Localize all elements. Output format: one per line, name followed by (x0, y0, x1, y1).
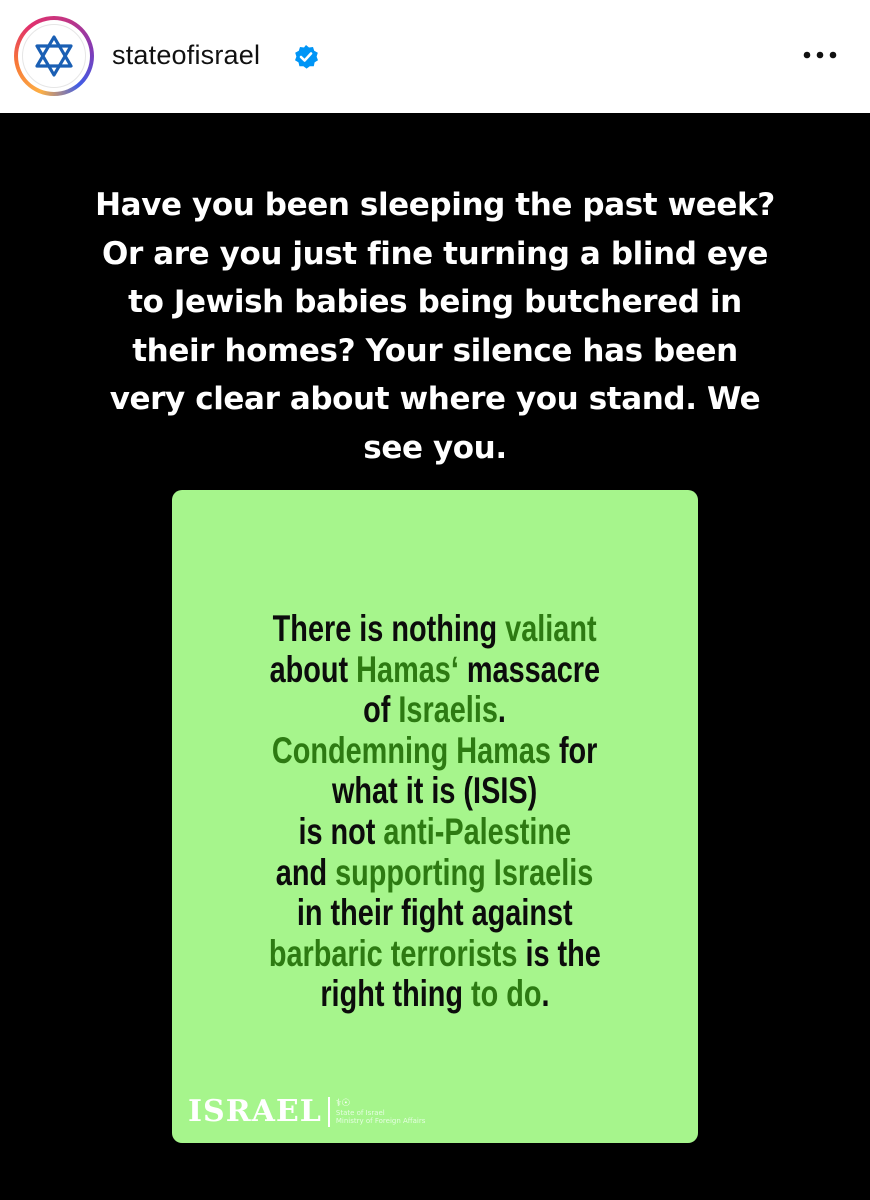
menorah-emblem-icon: ⚕☉ (335, 1098, 351, 1109)
caption-line: see you. (363, 429, 507, 466)
statement-line (172, 974, 698, 1015)
more-options-button[interactable] (800, 40, 840, 70)
statement-text-segment: is not (298, 810, 384, 852)
highlighted-text: barbaric terrorists (268, 932, 518, 974)
caption-line: very clear about where you stand. We (109, 381, 761, 417)
statement-text-segment: . (541, 973, 550, 1015)
post-header (0, 0, 870, 113)
caption-line: their homes? Your silence has been (132, 332, 738, 369)
statement-text-segment: for (551, 729, 598, 771)
statement-line (172, 609, 698, 650)
logo-wordmark: ISRAEL (188, 1094, 322, 1129)
statement-card (172, 490, 698, 1143)
statement-text-segment: . (498, 689, 507, 731)
post-image[interactable] (0, 113, 870, 1200)
statement-text-segment: and (276, 851, 336, 893)
statement-line (172, 934, 698, 975)
statement-text (172, 609, 698, 1015)
statement-text-segment: of (363, 689, 399, 731)
israel-mfa-logo (188, 1092, 425, 1132)
caption-line: to Jewish babies being butchered in (128, 284, 742, 320)
statement-line (172, 731, 698, 772)
highlighted-text: Hamas‘ (356, 648, 460, 690)
statement-text-segment: about (269, 648, 357, 690)
statement-text-segment: is the (517, 932, 602, 974)
highlighted-text: to do (471, 973, 542, 1015)
statement-line (172, 690, 698, 731)
statement-line (172, 853, 698, 894)
statement-line (172, 771, 698, 812)
verified-badge-icon (293, 44, 319, 70)
statement-text-segment: in their fight against (297, 892, 573, 934)
statement-text-segment: what it is (ISIS) (332, 770, 538, 812)
statement-text-segment: massacre (459, 648, 601, 690)
highlighted-text: valiant (505, 608, 597, 649)
post-caption (70, 181, 800, 472)
avatar[interactable] (14, 16, 94, 96)
username[interactable]: stateofisrael (112, 40, 261, 70)
highlighted-text: Condemning Hamas (272, 729, 552, 771)
statement-line (172, 893, 698, 934)
statement-line (172, 812, 698, 853)
star-of-david-icon (22, 24, 86, 88)
highlighted-text: anti-Palestine (383, 810, 572, 852)
highlighted-text: Israelis (398, 689, 499, 731)
statement-line (172, 650, 698, 691)
caption-line: Or are you just fine turning a blind eye (102, 235, 768, 272)
more-horizontal-icon (802, 50, 838, 60)
statement-text-segment: right thing (320, 973, 472, 1015)
statement-text-segment: There is nothing (273, 608, 506, 649)
highlighted-text: supporting Israelis (335, 851, 594, 893)
logo-subtitle: State of Israel (335, 1109, 385, 1117)
logo-subtitle: Ministry of Foreign Affairs (335, 1117, 426, 1125)
caption-line: Have you been sleeping the past week? (95, 187, 775, 223)
